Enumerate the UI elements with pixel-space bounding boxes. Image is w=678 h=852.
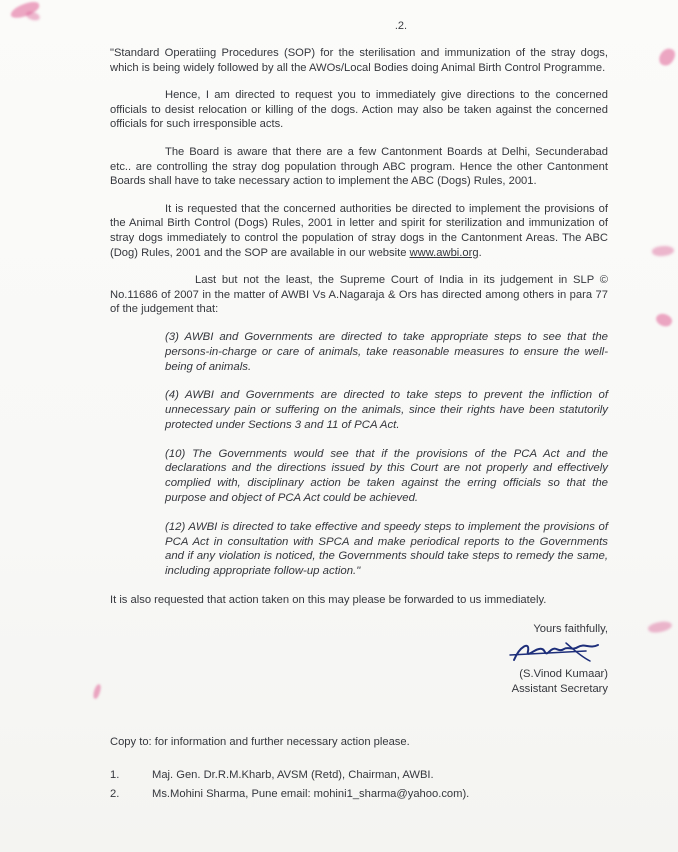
judgement-quote-12: (12) AWBI is directed to take effective and speedy steps to implement the provisions of PCA Act in consultation with SPCA and make periodical reports to the Governments and if any violation is noticed, the Governments should take steps to remedy the same, including appropriate follow-up action." <box>165 520 608 578</box>
paragraph-hence: Hence, I am directed to request you to immediately give directions to the concerned officials to desist relocation or killing of the dogs. Action may also be taken against the concerned officials for such irresponsible acts. <box>110 89 608 131</box>
valediction: Yours faithfully, <box>533 622 608 635</box>
copy-to-list <box>110 768 608 802</box>
list-item-text: Ms.Mohini Sharma, Pune email: mohini1_sharma@yahoo.com). <box>152 788 470 801</box>
handwritten-signature <box>504 638 608 666</box>
list-item-text: Maj. Gen. Dr.R.M.Kharb, AVSM (Retd), Chairman, AWBI. <box>152 769 434 782</box>
list-item-number: 2. <box>110 788 120 801</box>
paragraph-requested-text: It is requested that the concerned authorities be directed to implement the provisions of the Animal Birth Control (Dogs) Rules, 2001 in letter and spirit for sterilization and immunization of stray dogs immediately to control the population of stray dogs in the Cantonment Areas. The ABC (Dog) Rules, 2001 and the SOP are available in our website <box>110 202 608 259</box>
signatory-name: (S.Vinod Kumaar) <box>519 668 608 681</box>
pen-mark-left-margin <box>92 683 101 699</box>
awbi-website-link[interactable]: www.awbi.org <box>409 246 479 259</box>
copy-to-heading: Copy to: for information and further necessary action please. <box>110 736 410 749</box>
scan-smudge-right-2 <box>651 245 674 258</box>
paragraph-board: The Board is aware that there are a few Cantonment Boards at Delhi, Secunderabad etc.. are controlling the stray dog population through ABC program. Hence the other Cantonment Boards shall have to take necessary action to implement the ABC (Dogs) Rules, 2001. <box>110 145 608 188</box>
paragraph-requested-period: . <box>478 246 482 259</box>
list-item <box>110 768 608 783</box>
scan-smudge-right-1 <box>657 46 677 68</box>
closing-request-line: It is also requested that action taken on this may please be forwarded to us immediately. <box>110 594 547 607</box>
scan-smudge-top-left-2 <box>25 11 40 22</box>
paragraph-sop: "Standard Operatiing Procedures (SOP) for the sterilisation and immunization of the stray dogs, which is being widely followed by all the AWOs/Local Bodies doing Animal Birth Control Programme. <box>110 47 608 74</box>
paragraph-supreme-court: Last but not the least, the Supreme Court of India in its judgement in SLP © No.11686 of 2007 in the matter of AWBI Vs A.Nagaraja & Ors has directed among others in para 77 of the judgement that: <box>110 274 608 316</box>
scan-smudge-top-left <box>9 0 41 20</box>
signature-block <box>110 622 608 697</box>
scan-smudge-right-4 <box>647 619 673 635</box>
list-item-number: 1. <box>110 769 120 782</box>
page-number: .2. <box>394 20 408 32</box>
judgement-quote-3: (3) AWBI and Governments are directed to take appropriate steps to see that the persons-in-charge or care of animals, take reasonable measures to ensure the well-being of animals. <box>165 330 608 373</box>
paragraph-requested <box>110 202 608 260</box>
list-item <box>110 787 608 802</box>
signatory-title: Assistant Secretary <box>511 682 608 695</box>
letter-body <box>110 20 608 806</box>
judgement-quote-10: (10) The Governments would see that if the provisions of the PCA Act and the declarations and the directions issued by this Court are not properly and effectively complied with, disciplinary action be taken against the erring officials so that the purpose and object of PCA Act could be achieved. <box>165 447 608 505</box>
judgement-quote-4: (4) AWBI and Governments are directed to take steps to prevent the infliction of unnecessary pain or suffering on the animals, since their rights have been statutorily protected under Sections 3 and 11 of PCA Act. <box>165 389 608 431</box>
scan-smudge-right-3 <box>654 311 674 329</box>
